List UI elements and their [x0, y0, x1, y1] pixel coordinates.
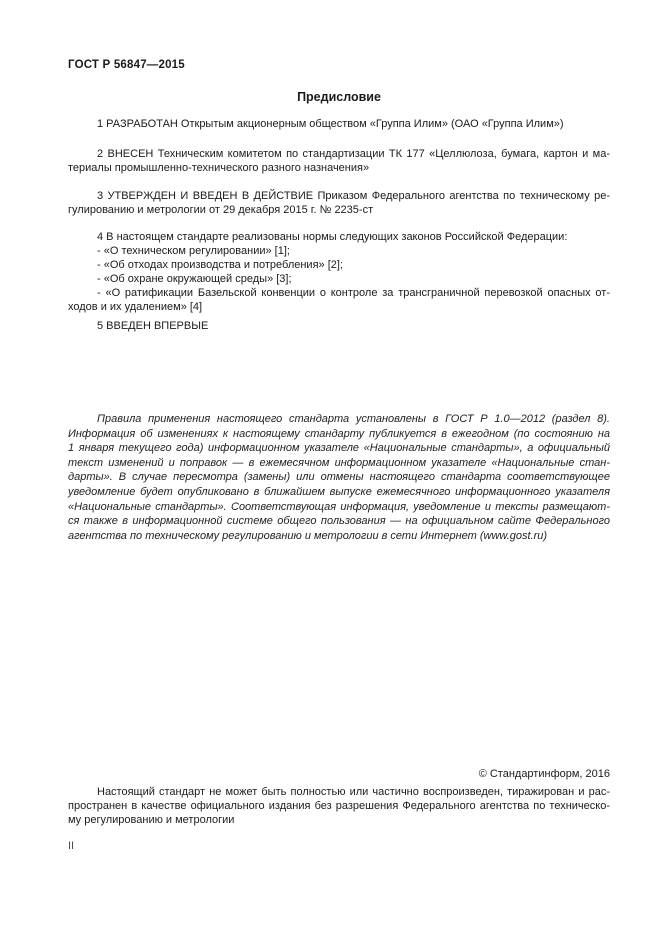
- text-line: 2 ВНЕСЕН Техническим комитетом по стандартизации ТК 177 «Целлюлоза, бумага, картон и ма-: [97, 148, 610, 160]
- text-line: ся также в информационной системе общего пользования — на официальном сайте Федерального: [68, 515, 610, 528]
- text-line: агентства по техническому регулированию и метрологии в сети Интернет (www.gost.ru): [68, 529, 548, 542]
- foreword-item-5: [68, 319, 610, 333]
- text-line: Информация об изменениях к настоящему стандарту публикуется в ежегодном (по состоянию на: [68, 427, 610, 440]
- law-list-item: - «Об охране окружающей среды» [3];: [97, 273, 292, 285]
- page-title: Предисловие: [297, 90, 381, 104]
- text-line: Правила применения настоящего стандарта установлены в ГОСТ Р 1.0—2012 (раздел 8).: [97, 413, 610, 425]
- document-code: ГОСТ Р 56847—2015: [68, 59, 185, 71]
- reproduction-restriction: [68, 785, 610, 827]
- text-line: текст изменений и поправок — в ежемесячном информационном указателе «Национальные стан-: [68, 456, 610, 469]
- text-line: 1 РАЗРАБОТАН Открытым акционерным обществом «Группа Илим» (ОАО «Группа Илим»): [97, 118, 564, 130]
- law-list-item: - «О ратификации Базельской конвенции о контроле за трансграничной перевозкой опасных от-: [97, 287, 610, 299]
- text-line: гулированию и метрологии от 29 декабря 2015 г. № 2235-ст: [68, 204, 374, 216]
- page-number: II: [68, 840, 75, 852]
- text-line: «Национальные стандарты». Соответствующая информация, уведомление и тексты размещают-: [68, 500, 610, 513]
- text-line: ходов и их удалением» [4]: [68, 301, 203, 313]
- text-line: му регулированию и метрологии: [68, 814, 235, 826]
- foreword-item-1: [68, 117, 610, 131]
- text-line: уведомление будет опубликовано в ближайшем выпуске ежемесячного информационного указателя: [68, 485, 610, 498]
- text-line: пространен в качестве официального издания без разрешения Федерального агентства по техническо-: [68, 800, 610, 812]
- text-line: 1 января текущего года) информационном указателе «Национальные стандарты», а официальный: [68, 442, 610, 455]
- text-line: 5 ВВЕДЕН ВПЕРВЫЕ: [97, 320, 209, 332]
- text-line: 3 УТВЕРЖДЕН И ВВЕДЕН В ДЕЙСТВИЕ Приказом Федерального агентства по техническому ре-: [97, 190, 610, 202]
- text-line: Настоящий стандарт не может быть полностью или частично воспроизведен, тиражирован и рас-: [97, 786, 610, 798]
- copyright-notice: © Стандартинформ, 2016: [478, 768, 610, 780]
- text-line: 4 В настоящем стандарте реализованы нормы следующих законов Российской Федерации:: [97, 231, 568, 243]
- application-rules-note: [68, 412, 610, 543]
- foreword-item-4: [68, 230, 610, 314]
- text-line: териалы промышленно-технического разного назначения»: [68, 162, 370, 174]
- foreword-item-3: [68, 189, 610, 217]
- text-line: дарты». В случае пересмотра (замены) или отмены настоящего стандарта соответствующее: [68, 471, 610, 484]
- law-list-item: - «О техническом регулировании» [1];: [97, 245, 290, 257]
- foreword-item-2: [68, 147, 610, 175]
- law-list-item: - «Об отходах производства и потребления» [2];: [97, 259, 343, 271]
